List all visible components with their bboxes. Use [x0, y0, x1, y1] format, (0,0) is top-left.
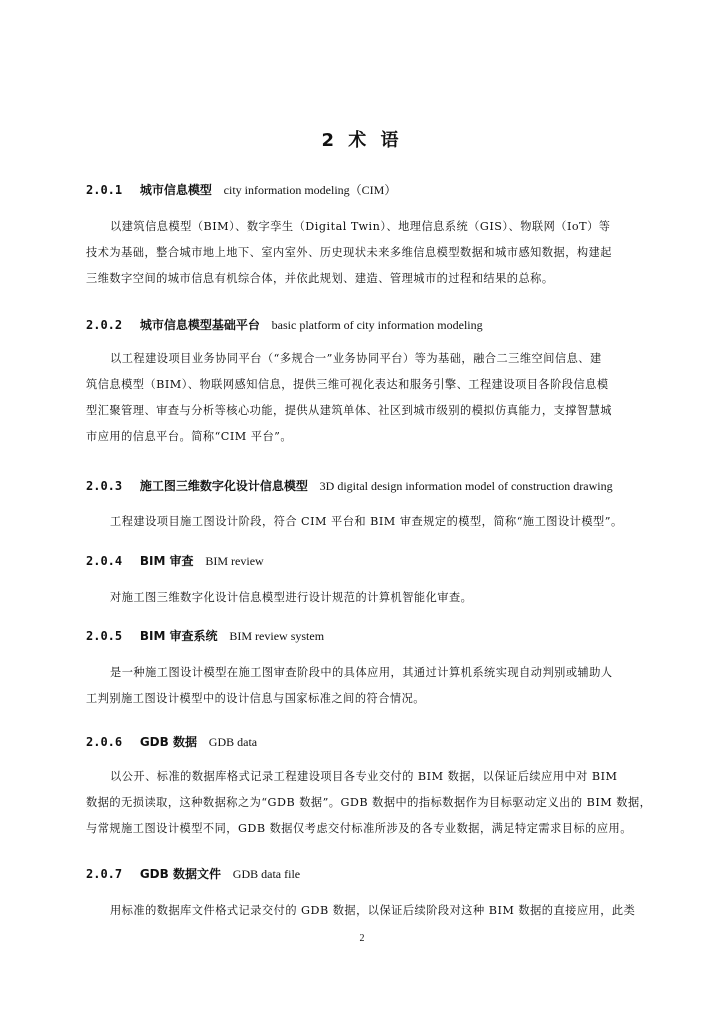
definition-line: 市应用的信息平台。简称“CIM 平台”。: [86, 430, 293, 443]
definition-line: 型汇聚管理、审查与分析等核心功能，提供从建筑单体、社区到城市级别的模拟仿真能力，支撑智慧城: [86, 404, 612, 417]
term-heading-2-0-6: [86, 733, 666, 750]
term-name-en: BIM review system: [229, 629, 325, 643]
term-name-cn: 城市信息模型: [139, 183, 212, 197]
term-name-en: GDB data file: [232, 867, 301, 881]
term-name-cn: GDB 数据文件: [139, 867, 221, 881]
term-name-cn: GDB 数据: [139, 735, 197, 749]
term-name-en: basic platform of city information modeling: [271, 318, 483, 332]
term-number: 2.0.2: [86, 318, 123, 332]
section-title: 2 术 语: [321, 130, 403, 151]
term-name-en: city information modeling（CIM）: [223, 183, 397, 197]
term-heading-2-0-3: [86, 477, 666, 494]
term-heading-2-0-1: [86, 181, 666, 198]
definition-line: 用标准的数据库文件格式记录交付的 GDB 数据，以保证后续阶段对这种 BIM 数据的直接应用，此类: [110, 904, 636, 917]
term-name-cn: 城市信息模型基础平台: [139, 318, 260, 332]
term-definition-2-0-1: [86, 214, 656, 292]
term-name-cn: BIM 审查系统: [139, 629, 218, 643]
term-name-en: GDB data: [208, 735, 258, 749]
definition-line: 以工程建设项目业务协同平台（“多规合一”业务协同平台）等为基础，融合二三维空间信息、建: [110, 352, 602, 365]
definition-line: 筑信息模型（BIM）、物联网感知信息，提供三维可视化表达和服务引擎、工程建设项目各阶段信息模: [86, 378, 609, 391]
term-definition-2-0-5: [86, 660, 656, 712]
term-number: 2.0.6: [86, 735, 123, 749]
term-number: 2.0.3: [86, 479, 123, 493]
definition-line: 是一种施工图设计模型在施工图审查阶段中的具体应用，其通过计算机系统实现自动判别或辅助人: [110, 666, 613, 679]
term-name-en: 3D digital design information model of construction drawing: [319, 479, 613, 493]
term-definition-2-0-6: [86, 764, 656, 842]
term-heading-2-0-7: [86, 865, 666, 882]
term-number: 2.0.1: [86, 183, 123, 197]
term-definition-2-0-4: [86, 585, 656, 611]
definition-line: 工程建设项目施工图设计阶段，符合 CIM 平台和 BIM 审查规定的模型，简称“施工图设计模型”。: [110, 515, 623, 528]
page-number: 2: [359, 933, 365, 944]
definition-line: 以建筑信息模型（BIM）、数字孪生（Digital Twin）、地理信息系统（GIS）、物联网（IoT）等: [110, 220, 611, 233]
term-heading-2-0-4: [86, 552, 666, 569]
term-number: 2.0.7: [86, 867, 123, 881]
term-name-en: BIM review: [205, 554, 264, 568]
term-definition-2-0-3: [86, 509, 656, 535]
definition-line: 与常规施工图设计模型不同，GDB 数据仅考虑交付标准所涉及的各专业数据，满足特定需求目标的应用。: [86, 822, 632, 835]
term-name-cn: 施工图三维数字化设计信息模型: [139, 479, 308, 493]
definition-line: 技术为基础，整合城市地上地下、室内室外、历史现状未来多维信息模型数据和城市感知数据，构建起: [86, 246, 612, 259]
term-heading-2-0-2: [86, 316, 666, 333]
definition-line: 数据的无损读取，这种数据称之为“GDB 数据”。GDB 数据中的指标数据作为目标驱动定义出的 BIM 数据，: [86, 796, 652, 809]
term-definition-2-0-2: [86, 346, 656, 450]
term-heading-2-0-5: [86, 627, 666, 644]
definition-line: 以公开、标准的数据库格式记录工程建设项目各专业交付的 BIM 数据，以保证后续应用中对 BIM: [110, 770, 618, 783]
definition-line: 对施工图三维数字化设计信息模型进行设计规范的计算机智能化审查。: [110, 591, 473, 604]
definition-line: 工判别施工图设计模型中的设计信息与国家标准之间的符合情况。: [86, 692, 425, 705]
term-number: 2.0.5: [86, 629, 123, 643]
term-definition-2-0-7: [86, 898, 656, 924]
term-name-cn: BIM 审查: [139, 554, 194, 568]
definition-line: 三维数字空间的城市信息有机综合体，并依此规划、建造、管理城市的过程和结果的总称。: [86, 272, 554, 285]
term-number: 2.0.4: [86, 554, 123, 568]
